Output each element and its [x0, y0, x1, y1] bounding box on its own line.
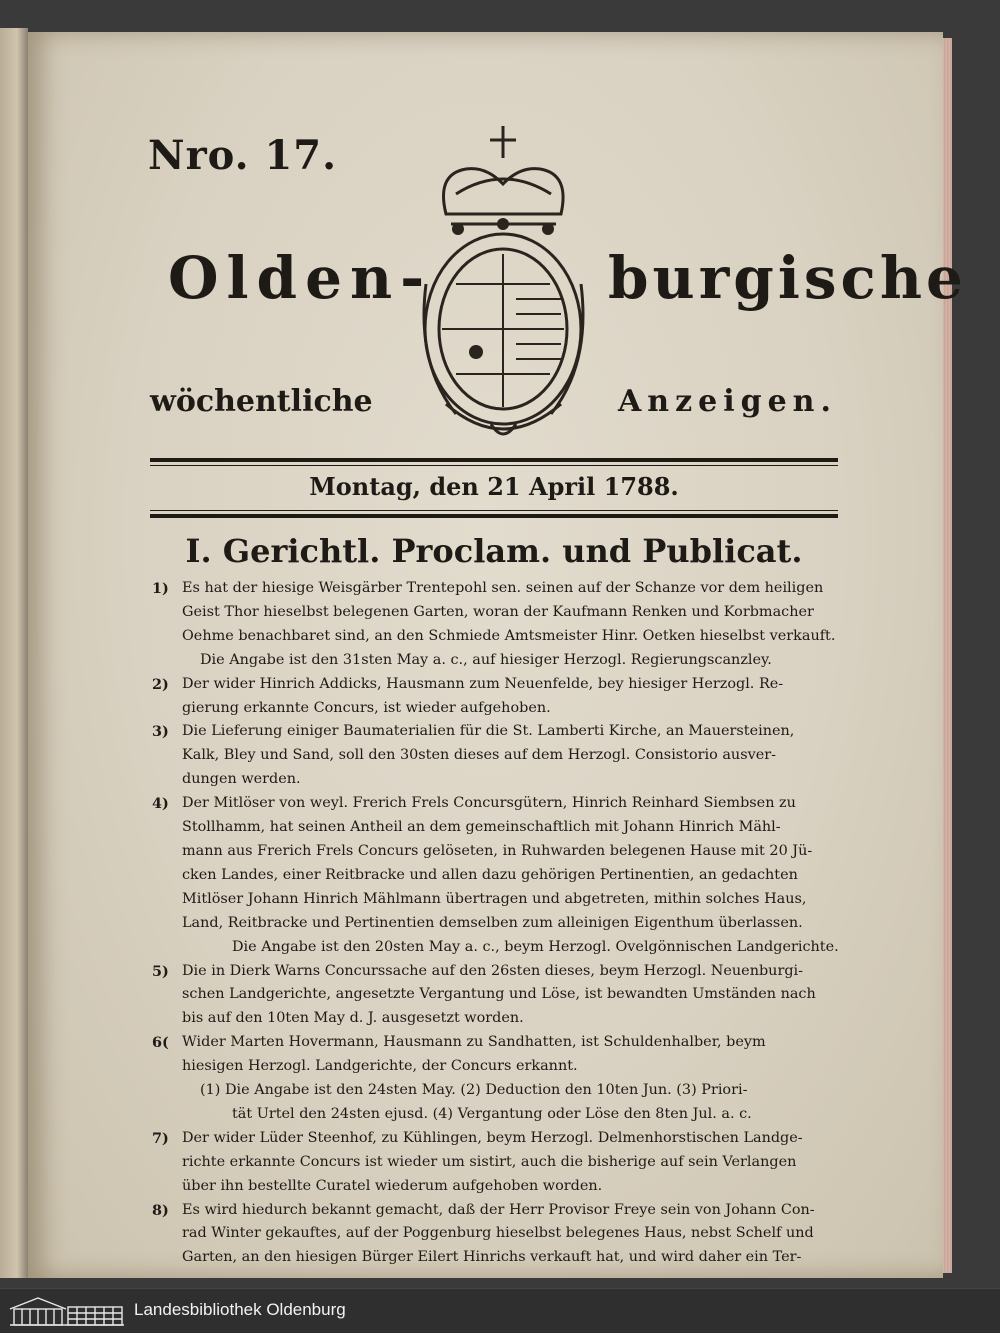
issue-number: Nro. 17.: [148, 132, 338, 179]
entry-8: [152, 1199, 842, 1271]
entry-4: [152, 792, 842, 959]
viewer-footer: [0, 1288, 1000, 1333]
entry-line: Oehme benachbaret sind, an den Schmiede Amtsmeister Hinr. Oetken hieselbst verkauft.: [182, 627, 836, 644]
entry-line: Mitlöser Johann Hinrich Mählmann übertragen und abgetreten, mithin solches Haus,: [182, 890, 807, 907]
entry-line: Der wider Hinrich Addicks, Hausmann zum Neuenfelde, bey hiesiger Herzogl. Re-: [182, 675, 784, 692]
entry-line: richte erkannte Concurs ist wieder um sistirt, auch die bisherige auf sein Verlangen: [182, 1153, 797, 1170]
entry-line: Die Lieferung einiger Baumaterialien für die St. Lamberti Kirche, an Mauersteinen,: [182, 723, 795, 740]
entry-line: schen Landgerichte, angesetzte Vergantung und Löse, ist bewandten Umständen nach: [182, 986, 816, 1003]
entry-line: über ihn bestellte Curatel wiederum aufgehoben worden.: [182, 1177, 603, 1194]
entry-line: dungen werden.: [182, 771, 301, 788]
entry-3: [152, 720, 842, 792]
entry-line: hiesigen Herzogl. Landgerichte, der Concurs erkannt.: [182, 1058, 578, 1075]
entry-number: 8): [152, 1201, 169, 1219]
entry-line: Stollhamm, hat seinen Antheil an dem gemeinschaftlich mit Johann Hinrich Mähl-: [182, 819, 781, 836]
entry-line: (1) Die Angabe ist den 24sten May. (2) Deduction den 10ten Jun. (3) Priori-: [200, 1082, 748, 1099]
entry-6: [152, 1031, 842, 1127]
library-building-icon[interactable]: [8, 1295, 126, 1327]
entry-number: 7): [152, 1129, 169, 1147]
entry-number: 3): [152, 723, 169, 741]
entry-line: gierung erkannte Concurs, ist wieder aufgehoben.: [182, 699, 551, 716]
entry-7: [152, 1127, 842, 1199]
subtitle-woechentliche: wöchentliche: [150, 384, 373, 419]
entry-line: Kalk, Bley und Sand, soll den 30sten dieses auf dem Herzogl. Consistorio ausver-: [182, 747, 776, 764]
entry-line: Land, Reitbracke und Pertinentien demselben zum alleinigen Eigenthum überlassen.: [182, 914, 803, 931]
entry-line: Die Angabe ist den 20sten May a. c., beym Herzogl. Ovelgönnischen Landgerichte.: [232, 938, 839, 955]
library-name[interactable]: Landesbibliothek Oldenburg: [134, 1300, 346, 1319]
entry-line: Geist Thor hieselbst belegenen Garten, woran der Kaufmann Renken und Korbmacher: [182, 603, 814, 620]
entry-number: 6(: [152, 1034, 169, 1052]
entry-line: tät Urtel den 24sten ejusd. (4) Vergantung oder Löse den 8ten Jul. a. c.: [232, 1105, 752, 1122]
entry-line: Garten, an den hiesigen Bürger Eilert Hinrichs verkauft hat, und wird daher ein Ter-: [182, 1249, 802, 1266]
newspaper-page: [28, 32, 967, 1278]
title-oldenburgische-left: Olden-: [168, 244, 433, 312]
section-heading: I. Gerichtl. Proclam. und Publicat.: [185, 532, 803, 570]
rule-top-thick: [150, 458, 838, 462]
entry-line: Die Angabe ist den 31sten May a. c., auf hiesiger Herzogl. Regierungscanzley.: [200, 651, 772, 668]
section-body: [152, 577, 842, 1270]
entry-line: Die in Dierk Warns Concurssache auf den 26sten dieses, beym Herzogl. Neuenburgi-: [182, 962, 804, 979]
entry-line: cken Landes, einer Reitbracke und allen dazu gehörigen Pertinentien, an gedachten: [182, 866, 798, 883]
entry-line: Wider Marten Hovermann, Hausmann zu Sandhatten, ist Schuldenhalber, beym: [182, 1034, 766, 1051]
issue-date: Montag, den 21 April 1788.: [309, 472, 679, 501]
subtitle-anzeigen: Anzeigen.: [618, 384, 837, 419]
rule-bottom-thin: [150, 510, 838, 511]
entry-number: 5): [152, 962, 169, 980]
rule-top-thin: [150, 465, 838, 466]
facing-page-edge: [0, 28, 28, 1278]
title-oldenburgische-right: burgische: [608, 244, 967, 312]
entry-line: mann aus Frerich Frels Concurs gelöseten, in Ruhwarden belegenen Hause mit 20 Jü-: [182, 842, 813, 859]
entry-number: 4): [152, 795, 169, 813]
entry-line: Der wider Lüder Steenhof, zu Kühlingen, beym Herzogl. Delmenhorstischen Landge-: [182, 1129, 803, 1146]
entry-number: 2): [152, 675, 169, 693]
entry-2: [152, 673, 842, 721]
entry-5: [152, 960, 842, 1032]
entry-number: 1): [152, 580, 169, 597]
entry-line: Es hat der hiesige Weisgärber Trentepohl sen. seinen auf der Schanze vor dem heiligen: [182, 580, 824, 596]
entry-line: bis auf den 10ten May d. J. ausgesetzt worden.: [182, 1010, 524, 1027]
entry-line: Es wird hiedurch bekannt gemacht, daß der Herr Provisor Freye sein von Johann Con-: [182, 1201, 815, 1218]
entry-line: Der Mitlöser von weyl. Frerich Frels Concursgütern, Hinrich Reinhard Siembsen zu: [182, 795, 796, 812]
rule-bottom-thick: [150, 514, 838, 518]
entry-line: rad Winter gekauftes, auf der Poggenburg hieselbst belegenes Haus, nebst Schelf und: [182, 1225, 814, 1242]
entry-1: [152, 577, 842, 673]
